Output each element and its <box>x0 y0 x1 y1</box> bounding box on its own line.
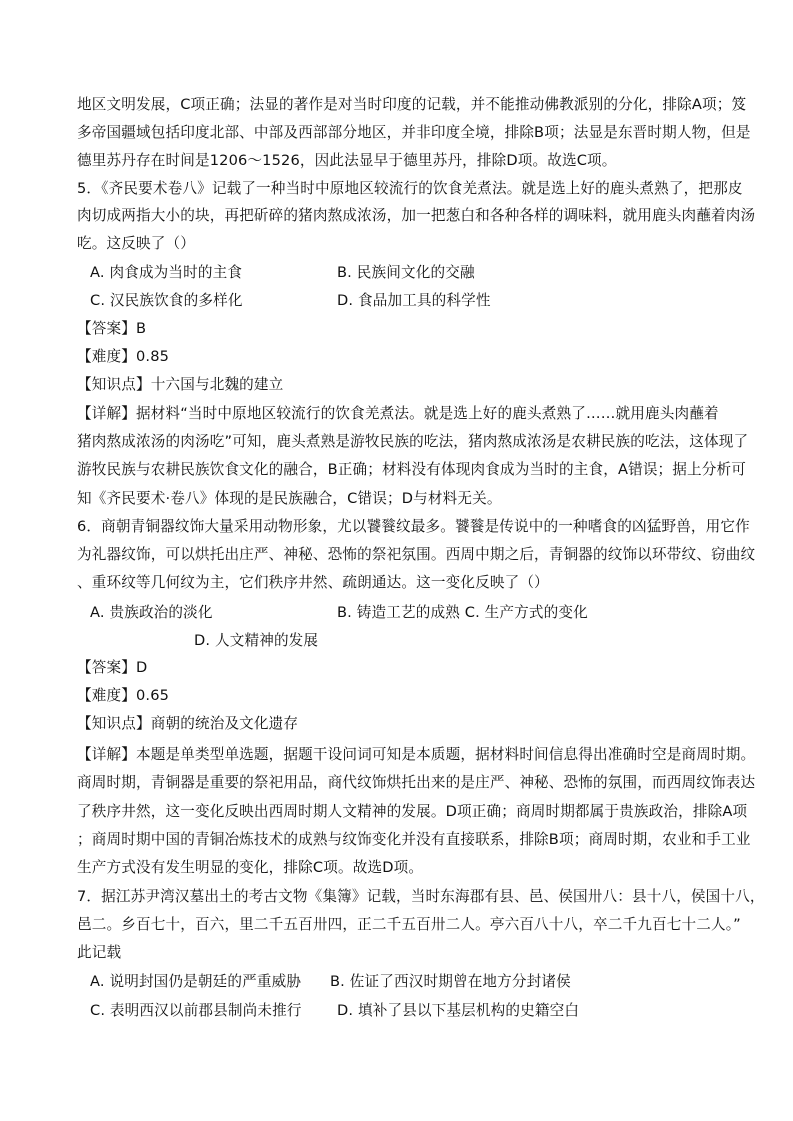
q6-detail-line-4: ；商周时期中国的青铜冶炼技术的成熟与纹饰变化并没有直接联系，排除B项；商周时期，农业和手工业 <box>77 831 751 848</box>
q6-option-a: A. 贵族政治的淡化 <box>90 604 213 621</box>
q6-stem-line-2: 为礼器纹饰，可以烘托出庄严、神秘、恐怖的祭祀氛围。西周中期之后，青铜器的纹饰以环带纹、窃曲纹 <box>77 546 756 563</box>
q5-answer: 【答案】B <box>77 320 147 337</box>
q7-option-c: C. 表明西汉以前郡县制尚未推行 <box>90 1002 302 1019</box>
q5-difficulty: 【难度】0.85 <box>77 348 170 365</box>
q7-stem-line-2: 邑二。乡百七十，百六，里二千五百卅四，正二千五百卅二人。亭六百八十八，卒二千九百七十二人。” <box>77 916 741 933</box>
q5-option-b: B. 民族间文化的交融 <box>337 264 475 281</box>
q6-detail-line-2: 商周时期，青铜器是重要的祭祀用品，商代纹饰烘托出来的是庄严、神秘、恐怖的氛围，而西周纹饰表达 <box>77 774 756 791</box>
q6-knowledge-point: 【知识点】商朝的统治及文化遗存 <box>77 715 299 732</box>
q6-stem-line-1: 6．商朝青铜器纹饰大量采用动物形象，尤以饕餮纹最多。饕餮是传说中的一种嗜食的凶猛野兽，用它作 <box>77 518 750 535</box>
q7-option-b: B. 佐证了西汉时期曾在地方分封诸侯 <box>330 973 571 990</box>
q6-option-b-c: B. 铸造工艺的成熟 C. 生产方式的变化 <box>337 604 588 621</box>
q5-detail-line-3: 游牧民族与农耕民族饮食文化的融合，B正确；材料没有体现肉食成为当时的主食，A错误；据上分析可 <box>77 461 747 478</box>
q7-stem-line-3: 此记载 <box>77 944 122 961</box>
q5-stem-line-3: 吃。这反映了（） <box>77 235 195 252</box>
q6-option-d: D. 人文精神的发展 <box>194 632 319 649</box>
q7-option-a: A. 说明封国仍是朝廷的严重威胁 <box>90 973 302 990</box>
q6-detail-line-1: 【详解】本题是单类型单选题，据题干设问词可知是本质题，据材料时间信息得出准确时空是商周时期。 <box>77 746 756 763</box>
q6-detail-line-3: 了秩序井然，这一变化反映出西周时期人文精神的发展。D项正确；商周时期都属于贵族政治，排除A项 <box>77 803 748 820</box>
q6-stem-line-3: 、重环纹等几何纹为主，它们秩序井然、疏朗通达。这一变化反映了（） <box>77 574 549 591</box>
q6-difficulty: 【难度】0.65 <box>77 687 170 704</box>
q5-option-a: A. 肉食成为当时的主食 <box>90 264 243 281</box>
q6-answer: 【答案】D <box>77 659 148 676</box>
q5-option-c: C. 汉民族饮食的多样化 <box>90 292 243 309</box>
q7-option-d: D. 填补了县以下基层机构的史籍空白 <box>337 1002 580 1019</box>
q5-stem-line-2: 肉切成两指大小的块，再把斫碎的猪肉熬成浓汤，加一把葱白和各种各样的调味料，就用鹿头肉蘸着肉汤 <box>77 207 756 224</box>
q5-detail-line-4: 知《齐民要术·卷八》体现的是民族融合，C错误；D与材料无关。 <box>77 490 502 507</box>
continuation-line-3: 德里苏丹存在时间是1206～1526，因此法显早于德里苏丹，排除D项。故选C项。 <box>77 152 617 169</box>
q5-option-d: D. 食品加工具的科学性 <box>337 292 491 309</box>
continuation-line-2: 多帝国疆域包括印度北部、中部及西部部分地区，并非印度全境，排除B项；法显是东晋时期人物，但是 <box>77 124 751 141</box>
q5-stem-line-1: 5．《齐民要术卷八》记载了一种当时中原地区较流行的饮食羌煮法。就是选上好的鹿头煮熟了，把那皮 <box>77 180 743 197</box>
q5-detail-line-2: 猪肉熬成浓汤的肉汤吃”可知，鹿头煮熟是游牧民族的吃法，猪肉熬成浓汤是农耕民族的吃法，这体现了 <box>77 433 749 450</box>
q5-detail-line-1: 【详解】据材料“当时中原地区较流行的饮食羌煮法。就是选上好的鹿头煮熟了……就用鹿头肉蘸着 <box>77 405 719 422</box>
continuation-line-1: 地区文明发展，C项正确；法显的著作是对当时印度的记载，并不能推动佛教派别的分化，排除A项；笈 <box>77 96 747 113</box>
q6-detail-line-5: 生产方式没有发生明显的变化，排除C项。故选D项。 <box>77 859 424 876</box>
q7-stem-line-1: 7．据江苏尹湾汉墓出土的考古文物《集簿》记载，当时东海郡有县、邑、侯国卅八：县十八，侯国十八， <box>77 888 765 905</box>
q5-knowledge-point: 【知识点】十六国与北魏的建立 <box>77 376 284 393</box>
